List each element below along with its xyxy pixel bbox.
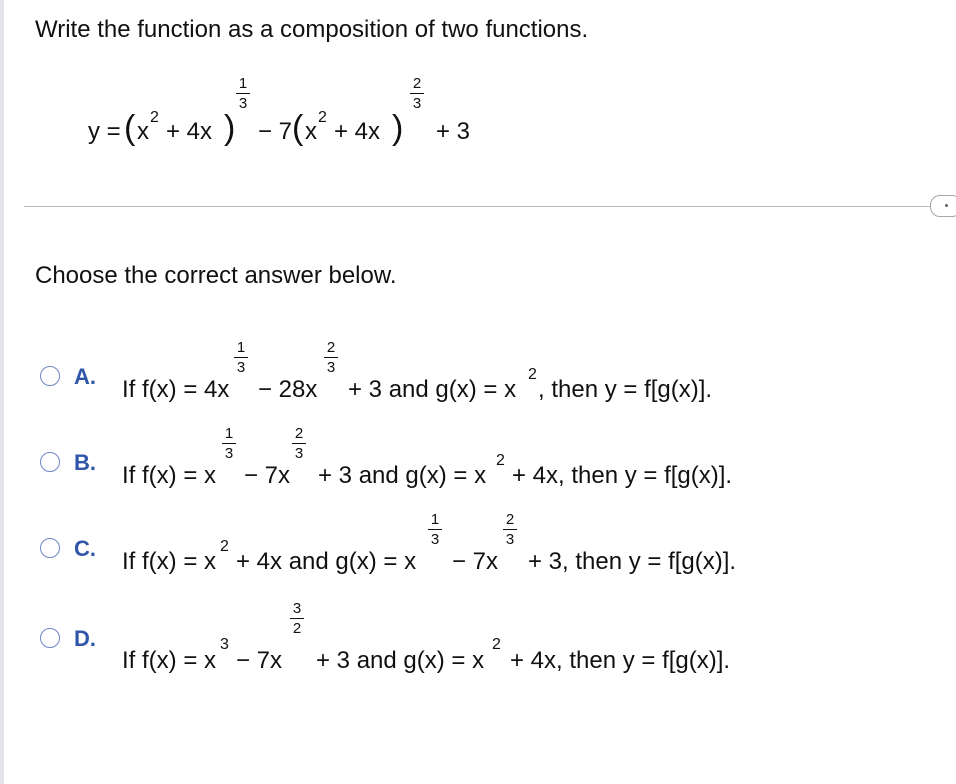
option-c-exp: 2 <box>220 538 229 555</box>
option-a-part4: , then y = f[g(x)]. <box>538 376 713 403</box>
coef: − 7 <box>258 118 293 145</box>
term2-plus: + 4x <box>334 118 381 145</box>
term2-power <box>410 76 424 111</box>
option-c-power1-den: 3 <box>430 531 440 548</box>
left-border <box>0 0 4 784</box>
option-d-part2: − 7x <box>236 647 283 674</box>
divider-drag-handle[interactable] <box>930 195 956 217</box>
option-d-power1-den: 2 <box>292 620 302 637</box>
term2-power-num: 2 <box>412 75 422 92</box>
option-b-part3: + 3 and g(x) = x <box>318 462 487 489</box>
option-c-letter: C. <box>74 536 96 561</box>
option-a-power2 <box>324 340 338 375</box>
option-c-part3: − 7x <box>452 548 499 575</box>
option-b-part1: If f(x) = x <box>122 462 217 489</box>
option-b-power2-num: 2 <box>294 425 304 442</box>
option-a-power1 <box>234 340 248 375</box>
option-a-part3: + 3 and g(x) = x <box>348 376 517 403</box>
option-b-power1 <box>222 426 236 461</box>
question-title: Write the function as a composition of two functions. <box>35 16 589 43</box>
paren-close-2: ) <box>392 109 404 147</box>
term2-x: x <box>305 118 317 145</box>
option-a-letter: A. <box>74 364 96 389</box>
term2-power-den: 3 <box>412 95 422 112</box>
term2-exp: 2 <box>318 109 327 126</box>
option-a-part1: If f(x) = 4x <box>122 376 230 403</box>
option-c-power1-num: 1 <box>430 511 440 528</box>
paren-close-1: ) <box>224 109 236 147</box>
paren-open-1: ( <box>124 109 136 147</box>
section-divider <box>24 206 936 207</box>
option-a-power1-den: 3 <box>236 359 246 376</box>
answer-prompt: Choose the correct answer below. <box>35 262 397 289</box>
option-c-part1: If f(x) = x <box>122 548 217 575</box>
option-d-part3: + 3 and g(x) = x <box>316 647 485 674</box>
option-c-power1 <box>428 512 442 547</box>
option-d-exp0: 3 <box>220 636 229 653</box>
option-b-exp: 2 <box>496 452 505 469</box>
option-d-part1: If f(x) = x <box>122 647 217 674</box>
option-d-radio[interactable] <box>40 628 60 648</box>
option-a-radio[interactable] <box>40 366 60 386</box>
term1-exp: 2 <box>150 109 159 126</box>
option-d-power1 <box>290 601 304 636</box>
option-b-part2: − 7x <box>244 462 291 489</box>
equation-lhs: y = <box>88 118 121 145</box>
term1-power-num: 1 <box>238 75 248 92</box>
option-c-part4: + 3, then y = f[g(x)]. <box>528 548 737 575</box>
term1-power-den: 3 <box>238 95 248 112</box>
option-c-power2 <box>503 512 517 547</box>
option-c-power2-den: 3 <box>505 531 515 548</box>
option-a-power2-den: 3 <box>326 359 336 376</box>
option-a-power1-num: 1 <box>236 339 246 356</box>
option-a-exp: 2 <box>528 366 537 383</box>
option-d-part4: + 4x, then y = f[g(x)]. <box>510 647 731 674</box>
option-a-power2-num: 2 <box>326 339 336 356</box>
option-b-letter: B. <box>74 450 96 475</box>
option-a-part2: − 28x <box>258 376 318 403</box>
option-b-power2 <box>292 426 306 461</box>
option-c-power2-num: 2 <box>505 511 515 528</box>
option-b-power1-den: 3 <box>224 445 234 462</box>
option-d-power1-num: 3 <box>292 600 302 617</box>
option-b-radio[interactable] <box>40 452 60 472</box>
equation-tail: + 3 <box>436 118 471 145</box>
option-d-exp1: 2 <box>492 636 501 653</box>
handle-dot-icon <box>945 204 948 207</box>
option-b-power2-den: 3 <box>294 445 304 462</box>
option-d-letter: D. <box>74 626 96 651</box>
term1-plus: + 4x <box>166 118 213 145</box>
option-c-part2: + 4x and g(x) = x <box>236 548 417 575</box>
term1-power <box>236 76 250 111</box>
option-b-part4: + 4x, then y = f[g(x)]. <box>512 462 733 489</box>
term1-x: x <box>137 118 149 145</box>
option-b-power1-num: 1 <box>224 425 234 442</box>
paren-open-2: ( <box>292 109 304 147</box>
option-c-radio[interactable] <box>40 538 60 558</box>
